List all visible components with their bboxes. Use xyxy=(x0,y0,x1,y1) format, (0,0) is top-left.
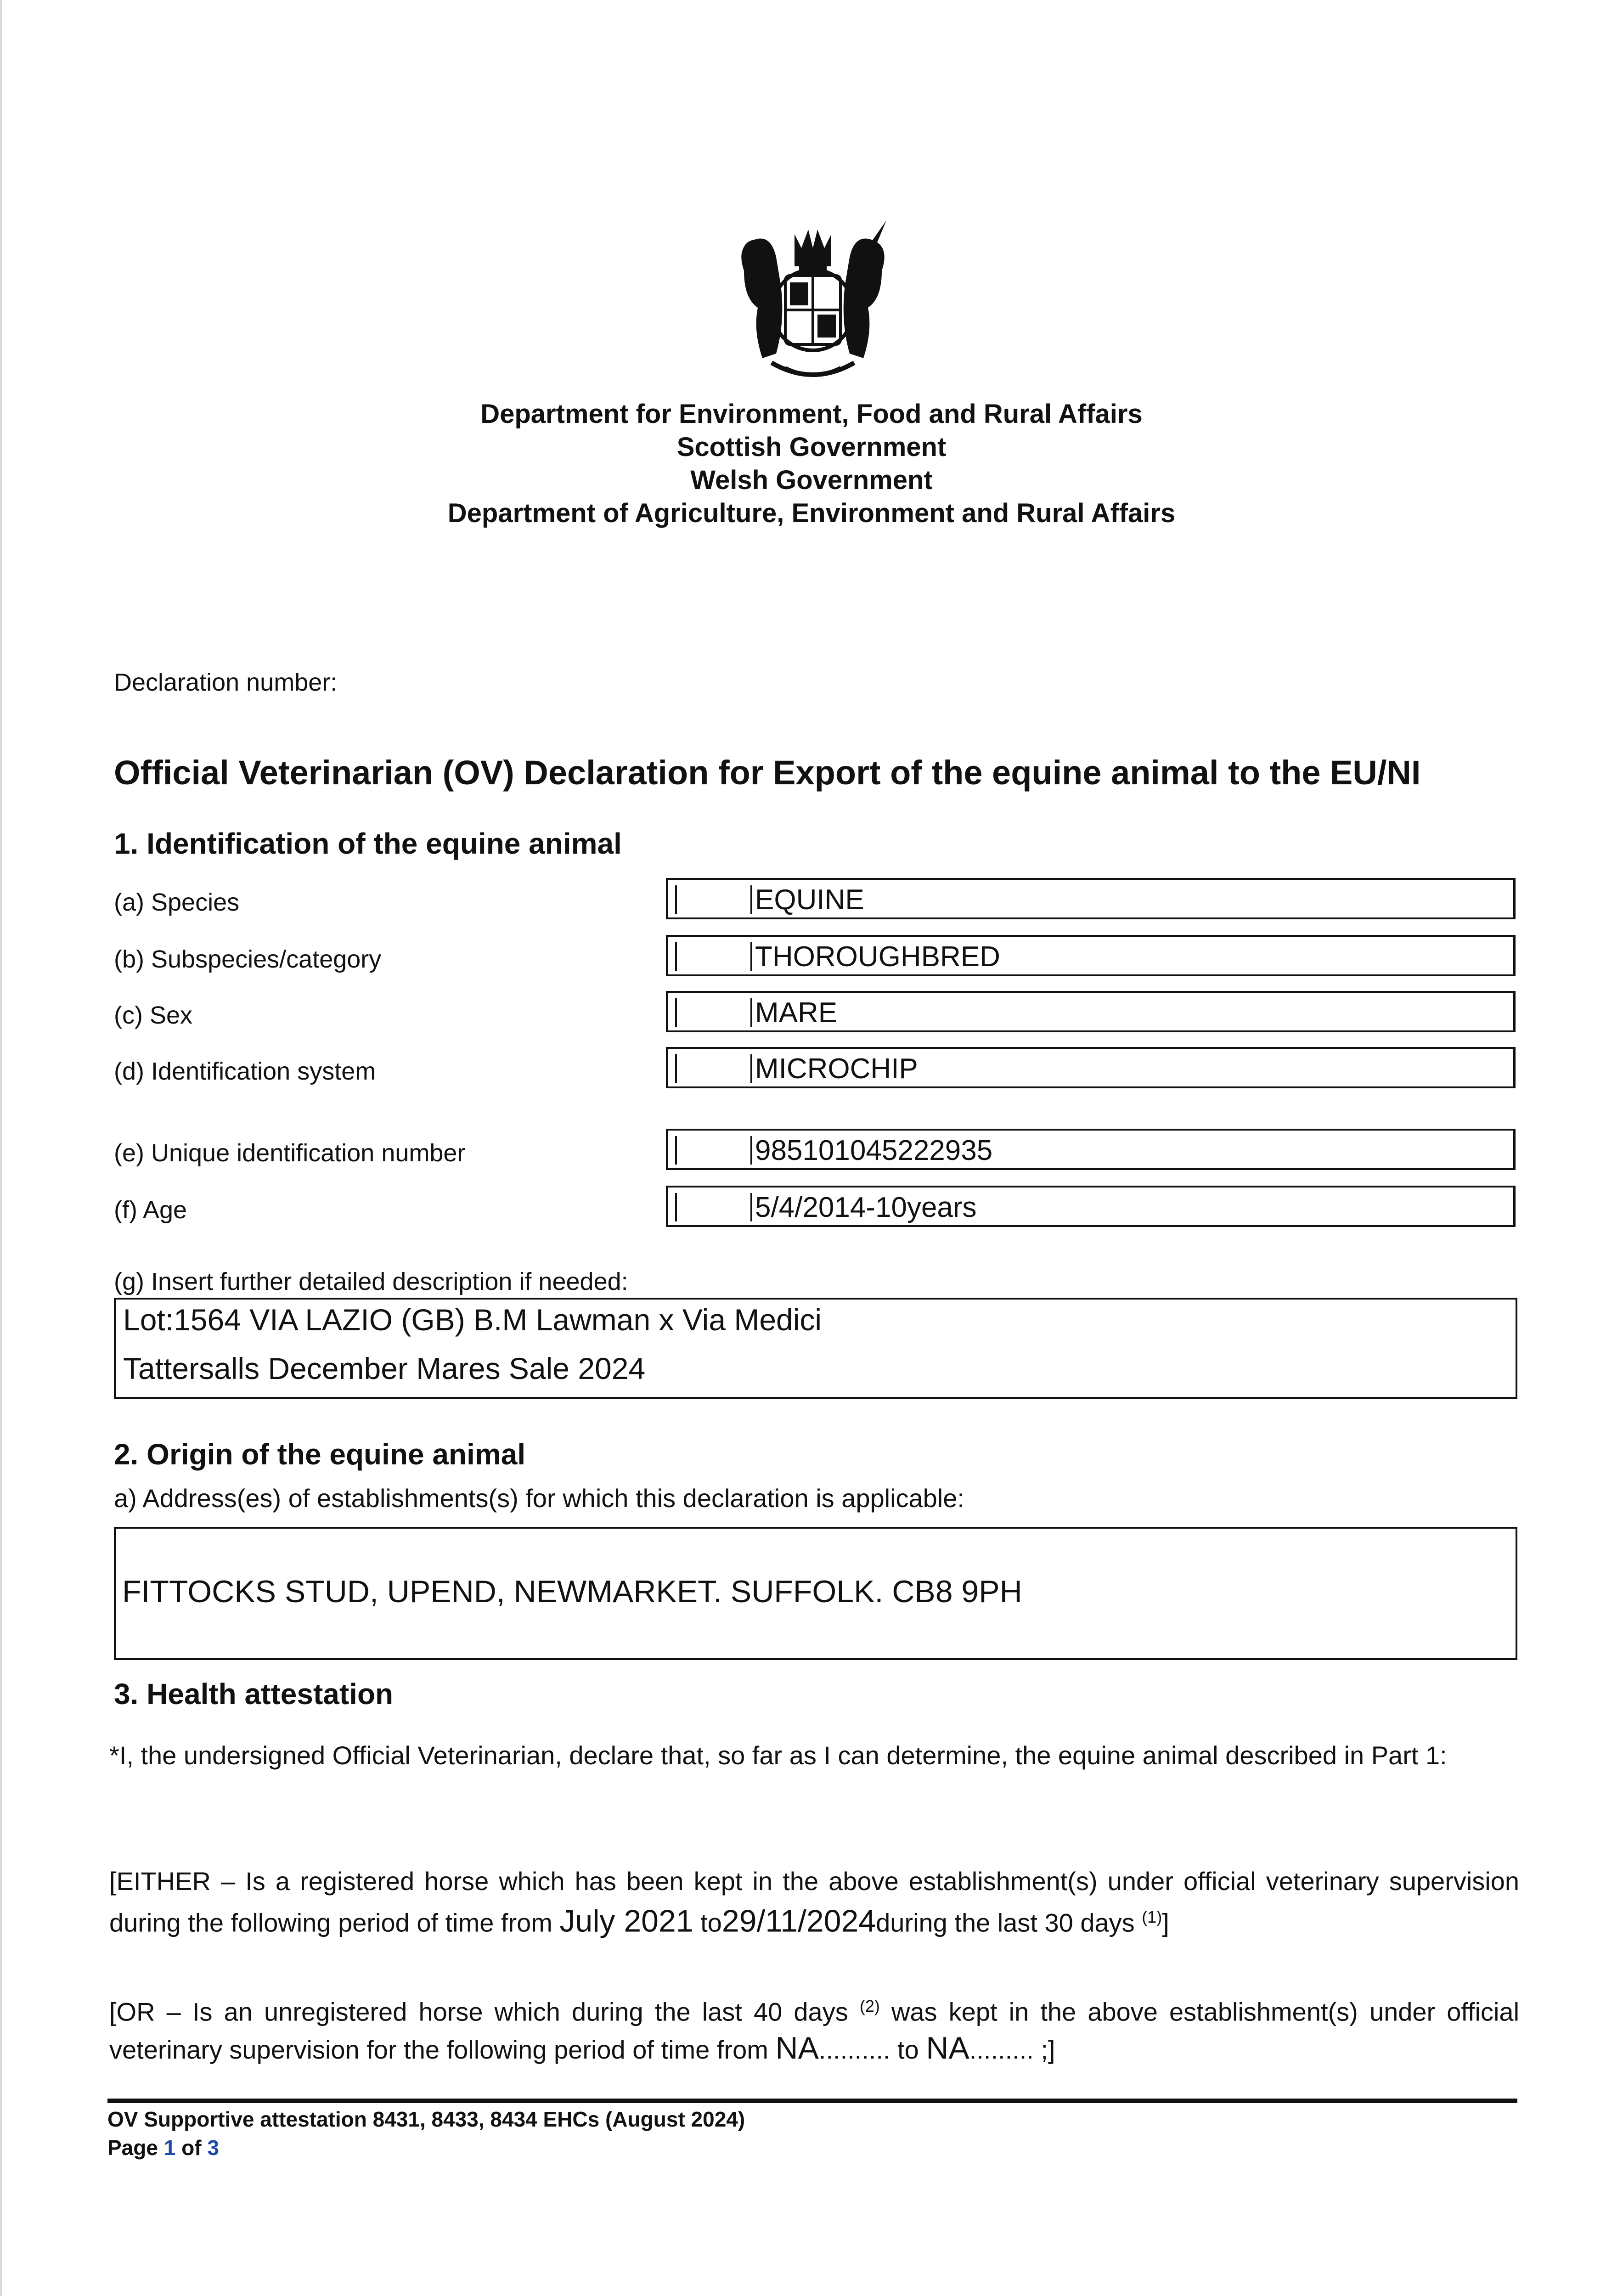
unique-id-field[interactable] xyxy=(666,1129,1516,1170)
identification-system-field[interactable] xyxy=(666,1047,1516,1088)
field-tick xyxy=(750,998,752,1027)
scan-edge xyxy=(0,0,2,2296)
description-line: Tattersalls December Mares Sale 2024 xyxy=(123,1351,646,1385)
footnote-1: (1) xyxy=(1142,1908,1162,1926)
subspecies-field[interactable] xyxy=(666,935,1516,976)
sex-value: MARE xyxy=(755,997,838,1029)
royal-coat-of-arms-icon xyxy=(716,216,909,390)
document-title: Official Veterinarian (OV) Declaration for Export of the equine animal to the EU/NI xyxy=(114,754,1421,792)
field-tick xyxy=(675,942,677,971)
sex-label: (c) Sex xyxy=(114,1002,193,1029)
section1-heading: 1. Identification of the equine animal xyxy=(114,827,622,860)
either-text: [EITHER – Is a registered horse which has been kept in the above establishment(s) under official veterinary supervision during the following period of time from xyxy=(109,1867,1519,1937)
species-label: (a) Species xyxy=(114,889,240,916)
or-text-mid: was kept in the above establishment(s) under official veterinary supervision for the following period of time from xyxy=(109,1997,1520,2064)
footer-attestation-ref: OV Supportive attestation 8431, 8433, 8434 EHCs (August 2024) xyxy=(107,2107,745,2131)
field-tick xyxy=(675,1054,677,1083)
age-label: (f) Age xyxy=(114,1196,187,1224)
department-scottish-government: Scottish Government xyxy=(676,432,947,462)
section3-heading: 3. Health attestation xyxy=(114,1677,394,1711)
page-current: 1 xyxy=(163,2136,176,2160)
age-value: 5/4/2014-10years xyxy=(755,1192,977,1223)
page-of: of xyxy=(175,2136,208,2160)
or-from-value: NA xyxy=(775,2030,819,2065)
subspecies-label: (b) Subspecies/category xyxy=(114,945,382,973)
either-to-value: 29/11/2024 xyxy=(721,1903,876,1939)
species-value: EQUINE xyxy=(755,884,864,916)
declaration-number-label: Declaration number: xyxy=(114,669,338,696)
footnote-2: (2) xyxy=(859,1997,880,2015)
or-clause xyxy=(109,1988,1519,2068)
description-field[interactable] xyxy=(114,1298,1517,1399)
field-tick xyxy=(675,885,677,914)
description-line: Lot:1564 VIA LAZIO (GB) B.M Lawman x Via Medici xyxy=(123,1303,822,1337)
page-number xyxy=(107,2135,219,2160)
field-tick xyxy=(750,1054,752,1083)
either-close: ] xyxy=(1162,1908,1169,1937)
identification-system-value: MICROCHIP xyxy=(755,1053,918,1085)
field-tick xyxy=(750,942,752,971)
field-tick xyxy=(750,1136,752,1165)
or-to-value: NA xyxy=(926,2030,969,2065)
footer-divider xyxy=(107,2099,1517,2103)
origin-address-value: FITTOCKS STUD, UPEND, NEWMARKET. SUFFOLK. CB8 9PH xyxy=(122,1574,1022,1609)
field-tick xyxy=(675,1193,677,1221)
species-field[interactable] xyxy=(666,878,1516,919)
description-label: (g) Insert further detailed description if needed: xyxy=(114,1268,628,1295)
department-welsh-government: Welsh Government xyxy=(690,465,933,495)
unique-id-label: (e) Unique identification number xyxy=(114,1139,466,1167)
subspecies-value: THOROUGHBRED xyxy=(755,941,1000,973)
or-dots: .......... xyxy=(818,2035,890,2064)
field-tick xyxy=(675,1136,677,1165)
health-intro: *I, the undersigned Official Veterinarian, declare that, so far as I can determine, the equine animal described in Part 1: xyxy=(109,1741,1447,1770)
identification-system-label: (d) Identification system xyxy=(114,1058,376,1085)
department-defra: Department for Environment, Food and Rural Affairs xyxy=(480,399,1143,429)
or-to-word: to xyxy=(890,2035,926,2064)
field-tick xyxy=(675,998,677,1027)
origin-address-field[interactable] xyxy=(114,1527,1517,1660)
either-text-after: during the last 30 days xyxy=(876,1908,1142,1937)
either-clause xyxy=(109,1863,1519,1941)
field-tick xyxy=(750,1193,752,1221)
page-word: Page xyxy=(107,2136,164,2160)
field-tick xyxy=(750,885,752,914)
age-field[interactable] xyxy=(666,1186,1516,1227)
page-total: 3 xyxy=(207,2136,219,2160)
unique-id-value: 985101045222935 xyxy=(755,1135,993,1166)
department-daera: Department of Agriculture, Environment and Rural Affairs xyxy=(447,498,1176,528)
or-text: [OR – Is an unregistered horse which during the last 40 days xyxy=(109,1997,860,2026)
either-to-word: to xyxy=(693,1908,722,1937)
section2-heading: 2. Origin of the equine animal xyxy=(114,1438,526,1471)
origin-subheading: a) Address(es) of establishments(s) for which this declaration is applicable: xyxy=(114,1484,964,1513)
or-dots-end: ......... ;] xyxy=(969,2035,1055,2064)
sex-field[interactable] xyxy=(666,991,1516,1032)
either-from-value: July 2021 xyxy=(559,1903,693,1939)
